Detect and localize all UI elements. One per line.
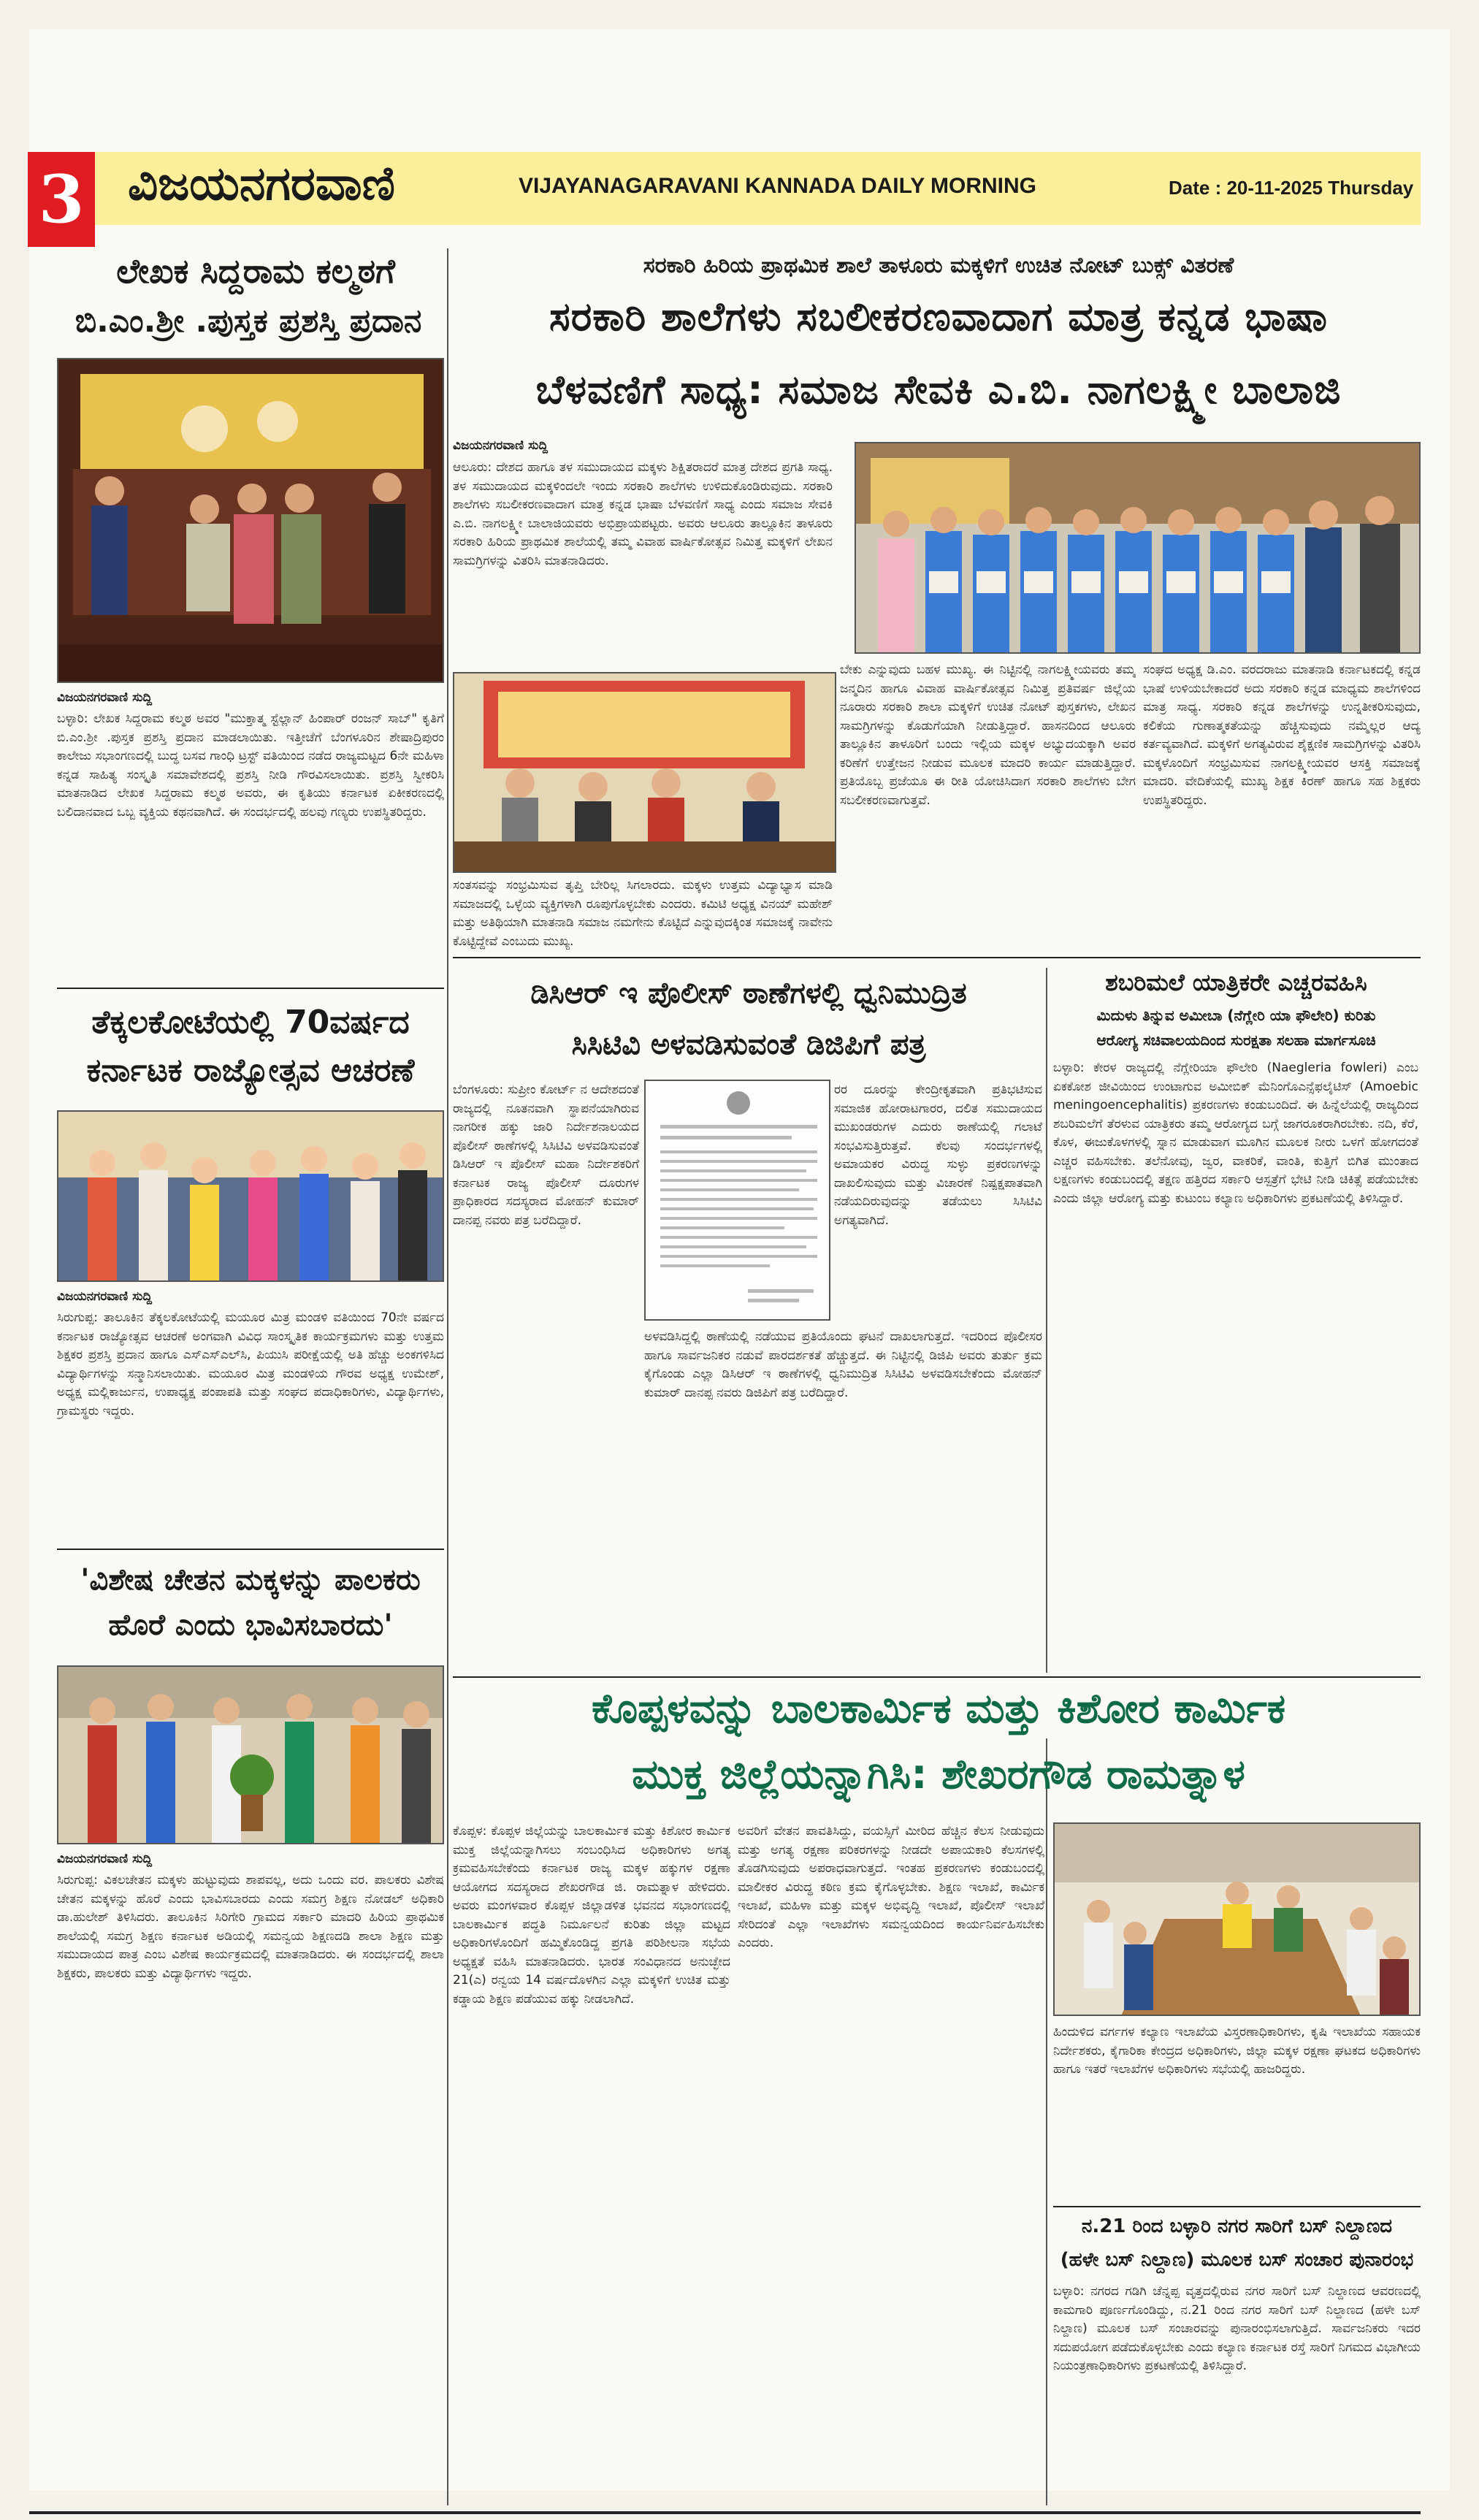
rajyotsava-body: ಸಿರುಗುಪ್ಪ: ತಾಲೂಕಿನ ತೆಕ್ಕಲಕೋಟೆಯಲ್ಲಿ ಮಯೂರ ಮಿತ್ರ ಮಂಡಳಿ ವತಿಯಿಂದ 70ನೇ ವರ್ಷದ ಕರ್ನಾಟಕ ರಾಜ್ಯೋತ್ಸವ ಆಚರಣೆ ಅಂಗವಾಗಿ ವಿವಿಧ ಸಾಂಸ್ಕೃತಿಕ ಕಾರ್ಯಕ್ರಮಗಳು ಮತ್ತು ಉತ್ತಮ ಶಿಕ್ಷಕರ ಪ್ರಶಸ್ತಿ ಪ್ರದಾನ ಹಾಗೂ ಎಸ್‌ಎಸ್‌ಎಲ್‌ಸಿ, ಪಿಯುಸಿ ಪರೀಕ್ಷೆಯಲ್ಲಿ ಅತಿ ಹೆಚ್ಚು ಅಂಕಗಳಿಸಿದ ವಿದ್ಯಾರ್ಥಿಗಳನ್ನು ಸನ್ಮಾನಿಸಲಾಯಿತು. ಮಯೂರ ಮಿತ್ರ ಮಂಡಳಿಯ ಗೌರವ ಅಧ್ಯಕ್ಷ ಉಮೇಶ್, ಅಧ್ಯಕ್ಷ ಮಲ್ಲಿಕಾರ್ಜುನ, ಉಪಾಧ್ಯಕ್ಷ ಪಂಪಾಪತಿ ಮತ್ತು ಸಂಘದ ಪದಾಧಿಕಾರಿಗಳು, ವಿದ್ಯಾರ್ಥಿಗಳು, ಗ್ರಾಮಸ್ಥರು ಇದ್ದರು.	[57, 1310, 444, 1419]
section-rule	[57, 1549, 444, 1550]
main-body-c: ಬೇಕು ಎನ್ನುವುದು ಬಹಳ ಮುಖ್ಯ. ಈ ನಿಟ್ಟಿನಲ್ಲಿ ನಾಗಲಕ್ಷ್ಮೀಯವರು ತಮ್ಮ ಜನ್ಮದಿನ ಹಾಗೂ ವಿವಾಹ ವಾರ್ಷಿಕೋತ್ಸವ ನಿಮಿತ್ತ ಪ್ರತಿವರ್ಷ ಜಿಲ್ಲೆಯ ನೂರಾರು ಸರಕಾರಿ ಶಾಲಾ ಮಕ್ಕಳಿಗೆ ಉಚಿತ ನೋಟ್ ಪುಸ್ತಕಗಳು, ಲೇಖನ ಸಾಮಗ್ರಿಗಳನ್ನು ಕೊಡುಗೆಯಾಗಿ ನೀಡುತ್ತಿದ್ದಾರೆ. ಹಾಸನದಿಂದ ಆಲೂರು ತಾಲ್ಲೂಕಿನ ತಾಳೂರಿಗೆ ಬಂದು ಇಲ್ಲಿಯ ಮಕ್ಕಳ ಅಭ್ಯುದಯಕ್ಕಾಗಿ ಅವರ ಕರಿಣೆಗೆ ಉತ್ತೇಜನ ನೀಡುವ ಮೂಲಕ ಮಾದರಿ ಕಾರ್ಯ ಮಾಡುತ್ತಿದ್ದಾರೆ. ಪ್ರತಿಯೊಬ್ಬ ಪ್ರಜೆಯೂ ಈ ರೀತಿ ಯೋಚಿಸಿದಾಗ ಸರಕಾರಿ ಶಾಲೆಗಳು ಬೇಗ ಸಬಲೀಕರಣವಾಗುತ್ತವೆ.	[840, 663, 1136, 808]
section-rule	[1053, 2206, 1421, 2207]
award-headline-2: ಬಿ.ಎಂ.ಶ್ರೀ .ಪುಸ್ತಕ ಪ್ರಶಸ್ತಿ ಪ್ರದಾನ	[74, 302, 422, 340]
special-children-body: ಸಿರುಗುಪ್ಪ: ವಿಕಲಚೇತನ ಮಕ್ಕಳು ಹುಟ್ಟುವುದು ಶಾಪವಲ್ಲ, ಅದು ಒಂದು ವರ. ಪಾಲಕರು ವಿಶೇಷ ಚೇತನ ಮಕ್ಕಳನ್ನು ಹೊರೆ ಎಂದು ಭಾವಿಸಬಾರದು ಎಂದು ಸಮಗ್ರ ಶಿಕ್ಷಣ ನೋಡಲ್ ಅಧಿಕಾರಿ ಡಾ.ಹುಲೇಶ್ ತಿಳಿಸಿದರು. ತಾಲೂಕಿನ ಸಿರಿಗೇರಿ ಗ್ರಾಮದ ಸರ್ಕಾರಿ ಮಾದರಿ ಹಿರಿಯ ಪ್ರಾಥಮಿಕ ಶಾಲೆಯಲ್ಲಿ ಸಮಗ್ರ ಶಿಕ್ಷಣ ಕರ್ನಾಟಕ ಅಡಿಯಲ್ಲಿ ಸಮನ್ವಯ ಶಿಕ್ಷಣದಡಿ ಶಾಲಾ ಶಿಕ್ಷಣ ಮತ್ತು ಸಮುದಾಯದ ಪಾತ್ರ ಎಂಬ ವಿಶೇಷ ಕಾರ್ಯಕ್ರಮದಲ್ಲಿ ಮಾತನಾಡಿದರು. ಈ ಸಂದರ್ಭದಲ್ಲಿ ಶಾಲಾ ಶಿಕ್ಷಕರು, ಪಾಲಕರು ಮತ್ತು ವಿದ್ಯಾರ್ಥಿಗಳು ಇದ್ದರು.	[57, 1873, 444, 1981]
main-photo-students	[855, 442, 1421, 654]
main-body-a: ಆಲೂರು: ದೇಶದ ಹಾಗೂ ತಳ ಸಮುದಾಯದ ಮಕ್ಕಳು ಶಿಕ್ಷಿತರಾದರೆ ಮಾತ್ರ ದೇಶದ ಪ್ರಗತಿ ಸಾಧ್ಯ. ತಳ ಸಮುದಾಯದ ಮಕ್ಕಳಿಂದಲೇ ಇಂದು ಸರಕಾರಿ ಶಾಲೆಗಳು ಉಳಿದುಕೊಂಡಿರುವುದು. ಸರಕಾರಿ ಶಾಲೆಗಳು ಸಬಲೀಕರಣವಾದಾಗ ಮಾತ್ರ ಕನ್ನಡ ಭಾಷಾ ಬೆಳವಣಿಗೆ ಸಾಧ್ಯ ಎಂದು ಸಮಾಜ ಸೇವಕಿ ಎ.ಬಿ. ನಾಗಲಕ್ಷ್ಮೀ ಬಾಲಾಜಿಯವರು ಅಭಿಪ್ರಾಯಪಟ್ಟರು. ಅವರು ಆಲೂರು ತಾಲ್ಲೂಕಿನ ತಾಳೂರು ಸರಕಾರಿ ಹಿರಿಯ ಪ್ರಾಥಮಿಕ ಶಾಲೆಯಲ್ಲಿ ತಮ್ಮ ವಿವಾಹ ವಾರ್ಷಿಕೋತ್ಸವ ನಿಮಿತ್ತ ಮಕ್ಕಳಿಗೆ ಲೇಖನ ಸಾಮಗ್ರಿಗಳನ್ನು ವಿತರಿಸಿ ಮಾತನಾಡಿದರು.	[453, 460, 833, 568]
main-kicker: ಸರಕಾರಿ ಹಿರಿಯ ಪ್ರಾಥಮಿಕ ಶಾಲೆ ತಾಳೂರು ಮಕ್ಕಳಿಗೆ ಉಚಿತ ನೋಟ್ ಬುಕ್ಸ್ ವಿತರಣೆ	[643, 253, 1234, 278]
koppal-headline-2: ಮುಕ್ತ ಜಿಲ್ಲೆಯನ್ನಾಗಿಸಿ: ಶೇಖರಗೌಡ ರಾಮತ್ನಾಳ	[632, 1751, 1245, 1798]
bus-headline-2: (ಹಳೇ ಬಸ್ ನಿಲ್ದಾಣ) ಮೂಲಕ ಬಸ್ ಸಂಚಾರ ಪುನಾರಂಭ	[1060, 2249, 1414, 2271]
main-dateline: ವಿಜಯನಗರವಾಣಿ ಸುದ್ದಿ	[453, 438, 549, 453]
main-photo-stage	[453, 672, 836, 873]
award-headline-1: ಲೇಖಕ ಸಿದ್ದರಾಮ ಕಲ್ಮಠಗೆ	[116, 251, 395, 291]
column-divider	[1046, 968, 1047, 1673]
koppal-body-a: ಕೊಪ್ಪಳ: ಕೊಪ್ಪಳ ಜಿಲ್ಲೆಯನ್ನು ಬಾಲಕಾರ್ಮಿಕ ಮತ್ತು ಕಿಶೋರ ಕಾರ್ಮಿಕ ಮುಕ್ತ ಜಿಲ್ಲೆಯನ್ನಾಗಿಸಲು ಸಂಬಂಧಿಸಿದ ಅಧಿಕಾರಿಗಳು ಅಗತ್ಯ ಕ್ರಮವಹಿಸಬೇಕೆಂದು ಕರ್ನಾಟಕ ರಾಜ್ಯ ಮಕ್ಕಳ ಹಕ್ಕುಗಳ ರಕ್ಷಣಾ ಆಯೋಗದ ಸದಸ್ಯರಾದ ಶೇಖರಗೌಡ ಜಿ. ರಾಮತ್ನಾಳ ಹೇಳಿದರು. ಅವರು ಮಂಗಳವಾರ ಕೊಪ್ಪಳ ಜಿಲ್ಲಾಡಳಿತ ಭವನದ ಸಭಾಂಗಣದಲ್ಲಿ ಬಾಲಕಾರ್ಮಿಕ ಪದ್ಧತಿ ನಿರ್ಮೂಲನೆ ಕುರಿತು ಜಿಲ್ಲಾ ಮಟ್ಟದ ಅಧಿಕಾರಿಗಳೊಂದಿಗೆ ಹಮ್ಮಿಕೊಂಡಿದ್ದ ಪ್ರಗತಿ ಪರಿಶೀಲನಾ ಸಭೆಯ ಅಧ್ಯಕ್ಷತೆ ವಹಿಸಿ ಮಾತನಾಡಿದರು. ಭಾರತ ಸಂವಿಧಾನದ ಅನುಚ್ಛೇದ 21(ಎ) ರನ್ವಯ 14 ವರ್ಷದೊಳಗಿನ ಎಲ್ಲಾ ಮಕ್ಕಳಿಗೆ ಉಚಿತ ಮತ್ತು ಕಡ್ಡಾಯ ಶಿಕ್ಷಣ ಪಡೆಯುವ ಹಕ್ಕು ನೀಡಲಾಗಿದೆ.	[453, 1824, 730, 2007]
special-children-headline-2: ಹೊರೆ ಎಂದು ಭಾವಿಸಬಾರದು'	[108, 1608, 393, 1642]
cctv-headline-2: ಸಿಸಿಟಿವಿ ಅಳವಡಿಸುವಂತೆ ಡಿಜಿಪಿಗೆ ಪತ್ರ	[571, 1028, 926, 1061]
rajyotsava-dateline: ವಿಜಯನಗರವಾಣಿ ಸುದ್ದಿ	[57, 1289, 153, 1304]
column-divider	[447, 248, 448, 2505]
amoeba-headline-3: ಆರೋಗ್ಯ ಸಚಿವಾಲಯದಿಂದ ಸುರಕ್ಷತಾ ಸಲಹಾ ಮಾರ್ಗಸೂಚಿ	[1096, 1031, 1376, 1049]
koppal-headline-1: ಕೊಪ್ಪಳವನ್ನು ಬಾಲಕಾರ್ಮಿಕ ಮತ್ತು ಕಿಶೋರ ಕಾರ್ಮಿಕ	[591, 1685, 1286, 1733]
bus-body: ಬಳ್ಳಾರಿ: ನಗರದ ಗಡಿಗಿ ಚೆನ್ನಪ್ಪ ವೃತ್ತದಲ್ಲಿರುವ ನಗರ ಸಾರಿಗೆ ಬಸ್ ನಿಲ್ದಾಣದ ಆವರಣದಲ್ಲಿ ಕಾಮಗಾರಿ ಪೂರ್ಣಗೊಂಡಿದ್ದು, ನ.21 ರಿಂದ ನಗರ ಸಾರಿಗೆ ಬಸ್ ನಿಲ್ದಾಣದ (ಹಳೇ ಬಸ್ ನಿಲ್ದಾಣ) ಮೂಲಕ ಬಸ್ ಸಂಚಾರವನ್ನು ಪುನಾರಂಭಿಸಲಾಗುತ್ತಿದೆ. ಸಾರ್ವಜನಿಕರು ಇದರ ಸದುಪಯೋಗ ಪಡೆದುಕೊಳ್ಳಬೇಕು ಎಂದು ಕಲ್ಯಾಣ ಕರ್ನಾಟಕ ರಸ್ತೆ ಸಾರಿಗೆ ನಿಗಮದ ವಿಭಾಗೀಯ ನಿಯಂತ್ರಣಾಧಿಕಾರಿಗಳು ಪ್ರಕಟಣೆಯಲ್ಲಿ ತಿಳಿಸಿದ್ದಾರೆ.	[1053, 2284, 1421, 2373]
bus-headline-1: ನ.21 ರಿಂದ ಬಳ್ಳಾರಿ ನಗರ ಸಾರಿಗೆ ಬಸ್ ನಿಲ್ದಾಣದ	[1081, 2215, 1393, 2237]
newspaper-title: ವಿಜಯನಗರವಾಣಿ	[128, 157, 395, 211]
rajyotsava-photo	[57, 1110, 444, 1282]
rajyotsava-headline-2: ಕರ್ನಾಟಕ ರಾಜ್ಯೋತ್ಸವ ಆಚರಣೆ	[86, 1052, 415, 1089]
main-headline-1: ಸರಕಾರಿ ಶಾಲೆಗಳು ಸಬಲೀಕರಣವಾದಾಗ ಮಾತ್ರ ಕನ್ನಡ ಭಾಷಾ	[549, 294, 1328, 340]
award-dateline: ವಿಜಯನಗರವಾಣಿ ಸುದ್ದಿ	[57, 690, 153, 705]
section-rule	[57, 988, 444, 989]
section-rule	[453, 957, 1421, 958]
main-headline-2: ಬೆಳವಣಿಗೆ ಸಾಧ್ಯ: ಸಮಾಜ ಸೇವಕಿ ಎ.ಬಿ. ನಾಗಲಕ್ಷ್ಮೀ ಬಾಲಾಜಿ	[535, 367, 1342, 413]
bottom-rule	[29, 2511, 1421, 2514]
main-body-d: ಸಂಘದ ಅಧ್ಯಕ್ಷ ಡಿ.ಎಂ. ವರದರಾಜು ಮಾತನಾಡಿ ಕರ್ನಾಟಕದಲ್ಲಿ ಕನ್ನಡ ಭಾಷೆ ಉಳಿಯಬೇಕಾದರೆ ಅದು ಸರಕಾರಿ ಕನ್ನಡ ಮಾಧ್ಯಮ ಶಾಲೆಗಳಿಂದ ಮಾತ್ರ ಸಾಧ್ಯ. ಸರಕಾರಿ ಕನ್ನಡ ಶಾಲೆಗಳನ್ನು ಉನ್ನತೀಕರಿಸುವುದು, ಕಲಿಕೆಯ ಗುಣಾತ್ಮಕತೆಯನ್ನು ಹೆಚ್ಚಿಸುವುದು ನಮ್ಮೆಲ್ಲರ ಆದ್ಯ ಕರ್ತವ್ಯವಾಗಿದೆ. ಮಕ್ಕಳಿಗೆ ಅಗತ್ಯವಿರುವ ಶೈಕ್ಷಣಿಕ ಸಾಮಗ್ರಿಗಳನ್ನು ವಿತರಿಸಿ ಮಕ್ಕಳೊಂದಿಗೆ ಸಂಭ್ರಮಿಸುವ ನಾಗಲಕ್ಷ್ಮೀಯವರ ಆಸಕ್ತಿ ಸಮಾಜಕ್ಕೆ ಮಾದರಿ. ವೇದಿಕೆಯಲ್ಲಿ ಮುಖ್ಯ ಶಿಕ್ಷಕ ಕಿರಣ್ ಹಾಗೂ ಸಹ ಶಿಕ್ಷಕರು ಉಪಸ್ಥಿತರಿದ್ದರು.	[1143, 663, 1421, 808]
cctv-letter-image	[644, 1080, 830, 1321]
amoeba-headline-1: ಶಬರಿಮಲೆ ಯಾತ್ರಿಕರೇ ಎಚ್ಚರವಹಿಸಿ	[1105, 969, 1367, 996]
award-body: ಬಳ್ಳಾರಿ: ಲೇಖಕ ಸಿದ್ದರಾಮ ಕಲ್ಮಠ ಅವರ "ಮುಕ್ತಾತ್ಮ ಸ್ಟೆಲ್ಲಾನ್ ಹಿಂಪಾರ್ ರಂಜನ್ ಸಾಬ್" ಕೃತಿಗೆ ಬಿ.ಎಂ.ಶ್ರೀ .ಪುಸ್ತಕ ಪ್ರಶಸ್ತಿ ಪ್ರದಾನ ಮಾಡಲಾಯಿತು. ಇತ್ತೀಚೆಗೆ ಬೆಂಗಳೂರಿನ ಶೇಷಾದ್ರಿಪುರಂ ಕಾಲೇಜು ಸಭಾಂಗಣದಲ್ಲಿ ಬುದ್ಧ ಬಸವ ಗಾಂಧಿ ಟ್ರಸ್ಟ್ ವತಿಯಿಂದ ನಡೆದ ರಾಜ್ಯಮಟ್ಟದ 6ನೇ ಮಹಿಳಾ ಕನ್ನಡ ಸಾಹಿತ್ಯ ಸಂಸ್ಕೃತಿ ಸಮಾವೇಶದಲ್ಲಿ ಪ್ರಶಸ್ತಿ ನೀಡಿ ಗೌರವಿಸಲಾಯಿತು. ಪ್ರಶಸ್ತಿ ಸ್ವೀಕರಿಸಿ ಮಾತನಾಡಿದ ಲೇಖಕ ಸಿದ್ದರಾಮ ಕಲ್ಮಠ ಅವರು, ಈ ಕೃತಿಯು ಕರ್ನಾಟಕ ಏಕೀಕರಣದಲ್ಲಿ ಬಲಿದಾನವಾದ ಒಬ್ಬ ವ್ಯಕ್ತಿಯ ಕಥನವಾಗಿದೆ. ಈ ಸಂದರ್ಭದಲ್ಲಿ ಹಲವು ಗಣ್ಯರು ಉಪಸ್ಥಿತರಿದ್ದರು.	[57, 711, 444, 820]
koppal-body-c: ಹಿಂದುಳಿದ ವರ್ಗಗಳ ಕಲ್ಯಾಣ ಇಲಾಖೆಯ ವಿಸ್ತರಣಾಧಿಕಾರಿಗಳು, ಕೃಷಿ ಇಲಾಖೆಯ ಸಹಾಯಕ ನಿರ್ದೇಶಕರು, ಕೈಗಾರಿಕಾ ಕೇಂದ್ರದ ಅಧಿಕಾರಿಗಳು, ಜಿಲ್ಲಾ ಮಕ್ಕಳ ರಕ್ಷಣಾ ಘಟಕದ ಅಧಿಕಾರಿಗಳು ಹಾಗೂ ಇತರೆ ಇಲಾಖೆಗಳ ಅಧಿಕಾರಿಗಳು ಸಭೆಯಲ್ಲಿ ಹಾಜರಿದ್ದರು.	[1053, 2025, 1421, 2077]
rajyotsava-headline-1: ತೆಕ್ಕಲಕೋಟೆಯಲ್ಲಿ 70ವರ್ಷದ	[91, 1004, 410, 1041]
publication-date: Date : 20-11-2025 Thursday	[1169, 177, 1414, 199]
amoeba-body: ಬಳ್ಳಾರಿ: ಕೇರಳ ರಾಜ್ಯದಲ್ಲಿ ನೆಗ್ಲೇರಿಯಾ ಫೌಲೇರಿ (Naegleria fowleri) ಎಂಬ ಏಕಕೋಶ ಜೀವಿಯಿಂದ ಉಂಟಾಗುವ ಅಮೀಬಿಕ್ ಮೆನಿಂಗೊಎನ್ಸೆಫಲೈಟಿಸ್ (Amoebic meningoencephalitis) ಪ್ರಕರಣಗಳು ಕಂಡುಬಂದಿದೆ. ಈ ಹಿನ್ನೆಲೆಯಲ್ಲಿ ರಾಜ್ಯದಿಂದ ಶಬರಿಮಲೆಗೆ ತೆರಳುವ ಯಾತ್ರಿಕರು ತಮ್ಮ ಆರೋಗ್ಯದ ಬಗ್ಗೆ ಜಾಗರೂಕರಾಗಿರಬೇಕು. ನದಿ, ಕೆರೆ, ಕೊಳ, ಈಜುಕೊಳಗಳಲ್ಲಿ ಸ್ನಾನ ಮಾಡುವಾಗ ಮೂಗಿನ ಮೂಲಕ ನೀರು ಒಳಗೆ ಹೋಗದಂತೆ ಎಚ್ಚರ ವಹಿಸಬೇಕು. ತಲೆನೋವು, ಜ್ವರ, ವಾಕರಿಕೆ, ವಾಂತಿ, ಕುತ್ತಿಗೆ ಬಿಗಿತ ಮುಂತಾದ ಲಕ್ಷಣಗಳು ಕಂಡುಬಂದಲ್ಲಿ ತಕ್ಷಣ ಹತ್ತಿರದ ಸರ್ಕಾರಿ ಆಸ್ಪತ್ರೆಗೆ ಭೇಟಿ ನೀಡಿ ಚಿಕಿತ್ಸೆ ಪಡೆಯಬೇಕು ಎಂದು ಜಿಲ್ಲಾ ಆರೋಗ್ಯ ಮತ್ತು ಕುಟುಂಬ ಕಲ್ಯಾಣ ಅಧಿಕಾರಿಗಳು ಪ್ರಕಟಣೆಯಲ್ಲಿ ತಿಳಿಸಿದ್ದಾರೆ.	[1053, 1061, 1418, 1206]
main-body-b: ಸಂತಸವನ್ನು ಸಂಭ್ರಮಿಸುವ ತೃಪ್ತಿ ಬೇರಿಲ್ಲ ಸಿಗಲಾರದು. ಮಕ್ಕಳು ಉತ್ತಮ ವಿದ್ಯಾಭ್ಯಾಸ ಮಾಡಿ ಸಮಾಜದಲ್ಲಿ ಒಳ್ಳೆಯ ವ್ಯಕ್ತಿಗಳಾಗಿ ರೂಪುಗೊಳ್ಳಬೇಕು ಎಂದರು. ಕಮಿಟಿ ಅಧ್ಯಕ್ಷ ವಿನಯ್ ಮಹೇಶ್ ಮತ್ತು ಅತಿಥಿಯಾಗಿ ಮಾತನಾಡಿ ಸಮಾಜ ನಮಗೇನು ಕೊಟ್ಟಿದೆ ಎನ್ನುವುದಕ್ಕಿಂತ ಸಮಾಜಕ್ಕೆ ನಾವೇನು ಕೊಟ್ಟಿದ್ದೇವೆ ಎಂಬುದು ಮುಖ್ಯ.	[453, 878, 833, 949]
cctv-body-b: ರರ ದೂರನ್ನು ಕೇಂದ್ರೀಕೃತವಾಗಿ ಪ್ರತಿಭಟಿಸುವ ಸಮಾಜಿಕ ಹೋರಾಟಗಾರರ, ದಲಿತ ಸಮುದಾಯದ ಮುಖಂಡರುಗಳ ಎದುರು ಠಾಣೆಯಲ್ಲಿ ಗಲಾಟೆ ಸಂಭವಿಸುತ್ತಿರುತ್ತವೆ. ಕೆಲವು ಸಂದರ್ಭಗಳಲ್ಲಿ ಅಮಾಯಕರ ವಿರುದ್ಧ ಸುಳ್ಳು ಪ್ರಕರಣಗಳನ್ನು ದಾಖಲಿಸುವುದು ಮತ್ತು ವಿಚಾರಣೆ ನಿಷ್ಪಕ್ಷಪಾತವಾಗಿ ನಡೆಯದಿರುವುದನ್ನು ತಡೆಯಲು ಸಿಸಿಟಿವಿ ಅಗತ್ಯವಾಗಿದೆ.	[834, 1083, 1042, 1228]
cctv-headline-1: ಡಿಸಿಆರ್ ಇ ಪೊಲೀಸ್ ಠಾಣೆಗಳಲ್ಲಿ ಧ್ವನಿಮುದ್ರಿತ	[530, 977, 967, 1010]
cctv-body-a: ಬೆಂಗಳೂರು: ಸುಪ್ರೀಂ ಕೋರ್ಟ್ ನ ಆದೇಶದಂತೆ ರಾಜ್ಯದಲ್ಲಿ ನೂತನವಾಗಿ ಸ್ಥಾಪನೆಯಾಗಿರುವ ನಾಗರೀಕ ಹಕ್ಕು ಜಾರಿ ನಿರ್ದೇಶನಾಲಯದ ಪೊಲೀಸ್ ಠಾಣೆಗಳಲ್ಲಿ ಸಿಸಿಟಿವಿ ಅಳವಡಿಸುವಂತೆ ಡಿಸಿಆರ್ ಇ ಪೊಲೀಸ್ ಮಹಾ ನಿರ್ದೇಶಕರಿಗೆ ಕರ್ನಾಟಕ ರಾಜ್ಯ ಪೊಲೀಸ್ ದೂರುಗಳ ಪ್ರಾಧಿಕಾರದ ಸದಸ್ಯರಾದ ಮೋಹನ್ ಕುಮಾರ್ ದಾನಪ್ಪ ನವರು ಪತ್ರ ಬರೆದಿದ್ದಾರೆ.	[453, 1083, 639, 1228]
cctv-body-c: ಅಳವಡಿಸಿದ್ದಲ್ಲಿ ಠಾಣೆಯಲ್ಲಿ ನಡೆಯುವ ಪ್ರತಿಯೊಂದು ಘಟನೆ ದಾಖಲಾಗುತ್ತದೆ. ಇದರಿಂದ ಪೊಲೀಸರ ಹಾಗೂ ಸಾರ್ವಜನಿಕರ ನಡುವೆ ಪಾರದರ್ಶಕತೆ ಹೆಚ್ಚುತ್ತದೆ. ಈ ನಿಟ್ಟಿನಲ್ಲಿ ಡಿಜಿಪಿ ಅವರು ತುರ್ತು ಕ್ರಮ ಕೈಗೊಂಡು ಎಲ್ಲಾ ಡಿಸಿಆರ್ ಇ ಠಾಣೆಗಳಲ್ಲಿ ಧ್ವನಿಮುದ್ರಿತ ಸಿಸಿಟಿವಿ ಅಳವಡಿಸಬೇಕೆಂದು ಮೋಹನ್ ಕುಮಾರ್ ದಾನಪ್ಪ ನವರು ಡಿಜಿಪಿಗೆ ಪತ್ರ ಬರೆದಿದ್ದಾರೆ.	[644, 1329, 1042, 1400]
special-children-photo	[57, 1665, 444, 1844]
newspaper-subtitle: VIJAYANAGARAVANI KANNADA DAILY MORNING	[519, 174, 1036, 198]
section-rule	[453, 1676, 1421, 1678]
koppal-meeting-photo	[1053, 1822, 1421, 2016]
award-photo	[57, 358, 444, 683]
special-children-dateline: ವಿಜಯನಗರವಾಣಿ ಸುದ್ದಿ	[57, 1852, 153, 1866]
koppal-body-b: ಅವರಿಗೆ ವೇತನ ಪಾವತಿಸಿದ್ದು, ವಯಸ್ಸಿಗೆ ಮೀರಿದ ಹೆಚ್ಚಿನ ಕೆಲಸ ನೀಡುವುದು ಮತ್ತು ಅಗತ್ಯ ರಕ್ಷಣಾ ಪರಿಕರಗಳನ್ನು ನೀಡದೇ ಅಪಾಯಕಾರಿ ಕೆಲಸಗಳಲ್ಲಿ ತೊಡಗಿಸುವುದು ಅಪರಾಧವಾಗುತ್ತದೆ. ಇಂತಹ ಪ್ರಕರಣಗಳು ಕಂಡುಬಂದಲ್ಲಿ ಮಾಲೀಕರ ವಿರುದ್ಧ ಕಠಿಣ ಕ್ರಮ ಕೈಗೊಳ್ಳಬೇಕು. ಶಿಕ್ಷಣ ಇಲಾಖೆ, ಕಾರ್ಮಿಕ ಇಲಾಖೆ, ಮಹಿಳಾ ಮತ್ತು ಮಕ್ಕಳ ಅಭಿವೃದ್ಧಿ ಇಲಾಖೆ, ಪೊಲೀಸ್ ಇಲಾಖೆ ಸೇರಿದಂತೆ ಎಲ್ಲಾ ಇಲಾಖೆಗಳು ಸಮನ್ವಯದಿಂದ ಕಾರ್ಯನಿರ್ವಹಿಸಬೇಕು ಎಂದರು.	[738, 1824, 1044, 1950]
special-children-headline-1: 'ವಿಶೇಷ ಚೇತನ ಮಕ್ಕಳನ್ನು ಪಾಲಕರು	[80, 1563, 421, 1597]
page-number: 3	[28, 152, 95, 247]
amoeba-headline-2: ಮಿದುಳು ತಿನ್ನುವ ಅಮೀಬಾ (ನೆಗ್ಲೇರಿ ಯಾ ಫೌಲೇರಿ) ಕುರಿತು	[1096, 1007, 1376, 1024]
column-divider	[1046, 1738, 1047, 2505]
